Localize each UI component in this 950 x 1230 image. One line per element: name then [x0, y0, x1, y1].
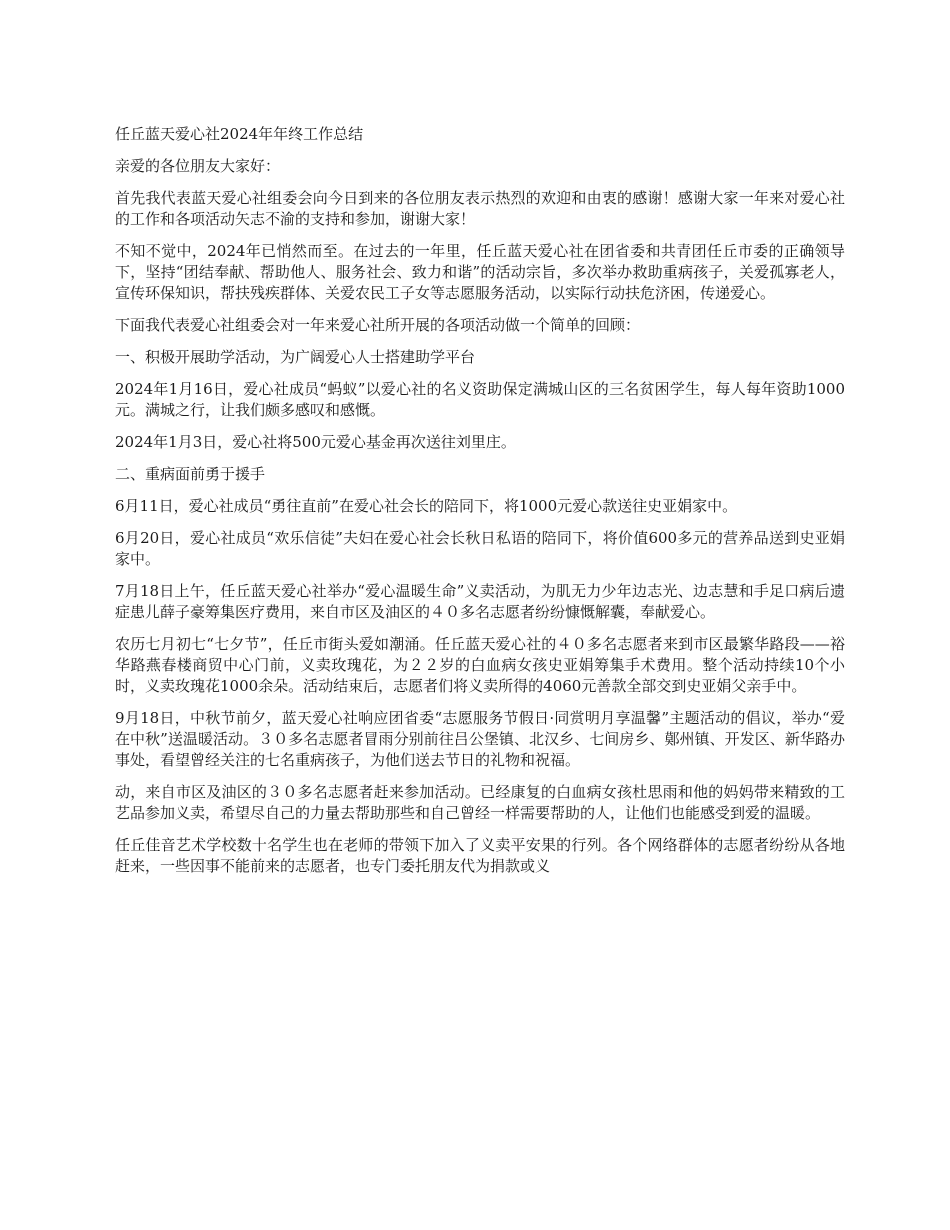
document-title: 任丘蓝天爱心社2024年年终工作总结: [115, 125, 364, 143]
body-paragraph: 农历七月初七“七夕节”，任丘市街头爱如潮涌。任丘蓝天爱心社的４０多名志愿者来到市区最繁华路段——裕华路燕春楼商贸中心门前，义卖玫瑰花，为２２岁的白血病女孩史亚娟筹集手术费用。整个活动持续10个小时，义卖玫瑰花1000余朵。活动结束后，志愿者们将义卖所得的4060元善款全部交到史亚娟父亲手中。: [115, 635, 845, 695]
body-paragraph: 任丘佳音艺术学校数十名学生也在老师的带领下加入了义卖平安果的行列。各个网络群体的志愿者纷纷从各地赶来，一些因事不能前来的志愿者，也专门委托朋友代为捐款或义: [115, 836, 845, 875]
section-heading-2: 二、重病面前勇于援手: [115, 465, 266, 483]
greeting-paragraph: 亲爱的各位朋友大家好：: [115, 157, 281, 175]
section-heading-1: 一、积极开展助学活动，为广阔爱心人士搭建助学平台: [115, 348, 476, 366]
document-body: [115, 124, 845, 888]
intro-paragraph: 不知不觉中，2024年已悄然而至。在过去的一年里，任丘蓝天爱心社在团省委和共青团任丘市委的正确领导下，坚持“团结奉献、帮助他人、服务社会、致力和谐”的活动宗旨，多次举办救助重病孩子，关爱孤寡老人，宣传环保知识，帮扶残疾群体、关爱农民工子女等志愿服务活动，以实际行动扶危济困，传递爱心。: [115, 242, 845, 302]
welcome-paragraph: 首先我代表蓝天爱心社组委会向今日到来的各位朋友表示热烈的欢迎和由衷的感谢！感谢大家一年来对爱心社的工作和各项活动矢志不渝的支持和参加，谢谢大家！: [115, 189, 845, 228]
body-paragraph: 2024年1月16日，爱心社成员“蚂蚁”以爱心社的名义资助保定满城山区的三名贫困学生，每人每年资助1000元。满城之行，让我们颇多感叹和感慨。: [115, 380, 845, 419]
body-paragraph: 9月18日，中秋节前夕，蓝天爱心社响应团省委“志愿服务节假日·同赏明月享温馨”主题活动的倡议，举办“爱在中秋”送温暖活动。３０多名志愿者冒雨分别前往吕公堡镇、北汉乡、七间房乡、鄚州镇、开发区、新华路办事处，看望曾经关注的七名重病孩子，为他们送去节日的礼物和祝福。: [115, 709, 845, 769]
body-paragraph: 6月11日，爱心社成员“勇往直前”在爱心社会长的陪同下，将1000元爱心款送往史亚娟家中。: [115, 497, 738, 515]
review-intro-paragraph: 下面我代表爱心社组委会对一年来爱心社所开展的各项活动做一个简单的回顾：: [115, 316, 641, 334]
body-paragraph: 动，来自市区及油区的３０多名志愿者赶来参加活动。已经康复的白血病女孩杜思雨和他的妈妈带来精致的工艺品参加义卖，希望尽自己的力量去帮助那些和自己曾经一样需要帮助的人，让他们也能感受到爱的温暖。: [115, 783, 845, 822]
body-paragraph: 6月20日，爱心社成员“欢乐信徒”夫妇在爱心社会长秋日私语的陪同下，将价值600多元的营养品送到史亚娟家中。: [115, 529, 845, 568]
body-paragraph: 7月18日上午，任丘蓝天爱心社举办“爱心温暖生命”义卖活动，为肌无力少年边志光、边志慧和手足口病后遗症患儿薛子豪筹集医疗费用，来自市区及油区的４０多名志愿者纷纷慷慨解囊，奉献爱心。: [115, 582, 845, 621]
body-paragraph: 2024年1月3日，爱心社将500元爱心基金再次送往刘里庄。: [115, 433, 516, 451]
